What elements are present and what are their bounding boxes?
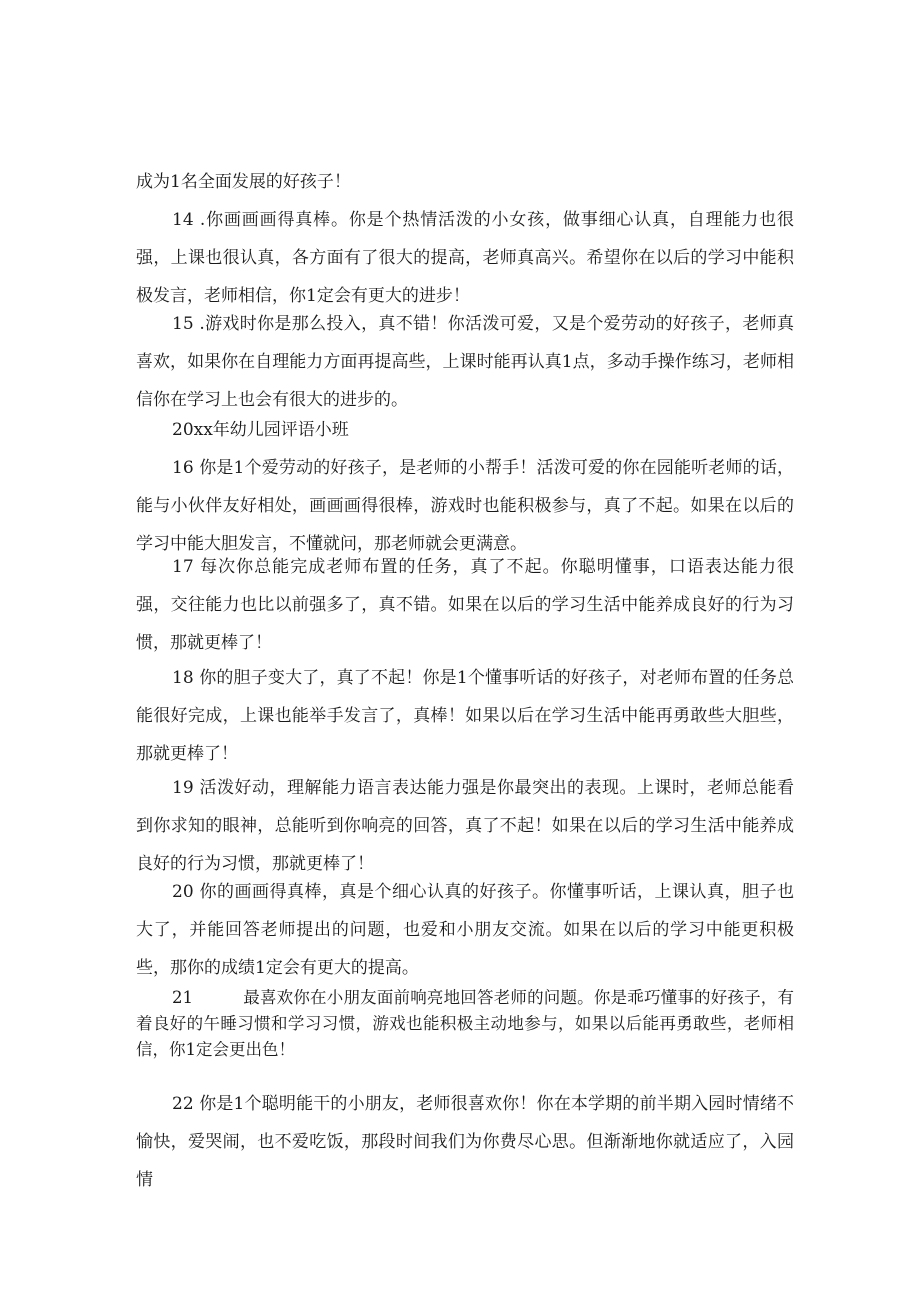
section-heading: 20xx年幼儿园评语小班 (172, 420, 349, 440)
paragraph-18: 18 你的胆子变大了，真了不起！你是1个懂事听话的好孩子，对老师布置的任务总能很好完成，上课也能举手发言了，真棒！如果以后在学习生活中能再勇敢些大胆些，那就更棒了！ (136, 668, 794, 764)
paragraph-22: 22 你是1个聪明能干的小朋友，老师很喜欢你！你在本学期的前半期入园时情绪不愉快，爱哭闹，也不爱吃饭，那段时间我们为你费尽心思。但渐渐地你就适应了，入园情 (136, 1094, 794, 1190)
paragraph-15: 15 .游戏时你是那么投入，真不错！你活泼可爱，又是个爱劳动的好孩子，老师真喜欢，如果你在自理能力方面再提高些，上课时能再认真1点，多动手操作练习，老师相信你在学习上也会有很大的进步的。 (136, 314, 794, 410)
paragraph-14: 14 .你画画画得真棒。你是个热情活泼的小女孩，做事细心认真，自理能力也很强，上课也很认真，各方面有了很大的提高，老师真高兴。希望你在以后的学习中能积极发言，老师相信，你1定会有更大的进步！ (136, 210, 794, 306)
paragraph-16: 16 你是1个爱劳动的好孩子，是老师的小帮手！活泼可爱的你在园能听老师的话，能与小伙伴友好相处，画画画得很棒，游戏时也能积极参与，真了不起。如果在以后的学习中能大胆发言，不懂就问，那老师就会更满意。 (136, 458, 794, 554)
paragraph-19: 19 活泼好动，理解能力语言表达能力强是你最突出的表现。上课时，老师总能看到你求知的眼神，总能听到你响亮的回答，真了不起！如果在以后的学习生活中能养成良好的行为习惯，那就更棒了！ (136, 778, 794, 874)
paragraph-21: 21 最喜欢你在小朋友面前响亮地回答老师的问题。你是乖巧懂事的好孩子，有着良好的午睡习惯和学习习惯，游戏也能积极主动地参与，如果以后能再勇敢些，老师相信，你1定会更出色！ (136, 988, 794, 1059)
paragraph-continuation: 成为1名全面发展的好孩子！ (136, 172, 351, 192)
paragraph-20: 20 你的画画得真棒，真是个细心认真的好孩子。你懂事听话，上课认真，胆子也大了，并能回答老师提出的问题，也爱和小朋友交流。如果在以后的学习中能更积极些，那你的成绩1定会有更大的提高。 (136, 882, 794, 978)
paragraph-17: 17 每次你总能完成老师布置的任务，真了不起。你聪明懂事，口语表达能力很强，交往能力也比以前强多了，真不错。如果在以后的学习生活中能养成良好的行为习惯，那就更棒了！ (136, 557, 794, 653)
